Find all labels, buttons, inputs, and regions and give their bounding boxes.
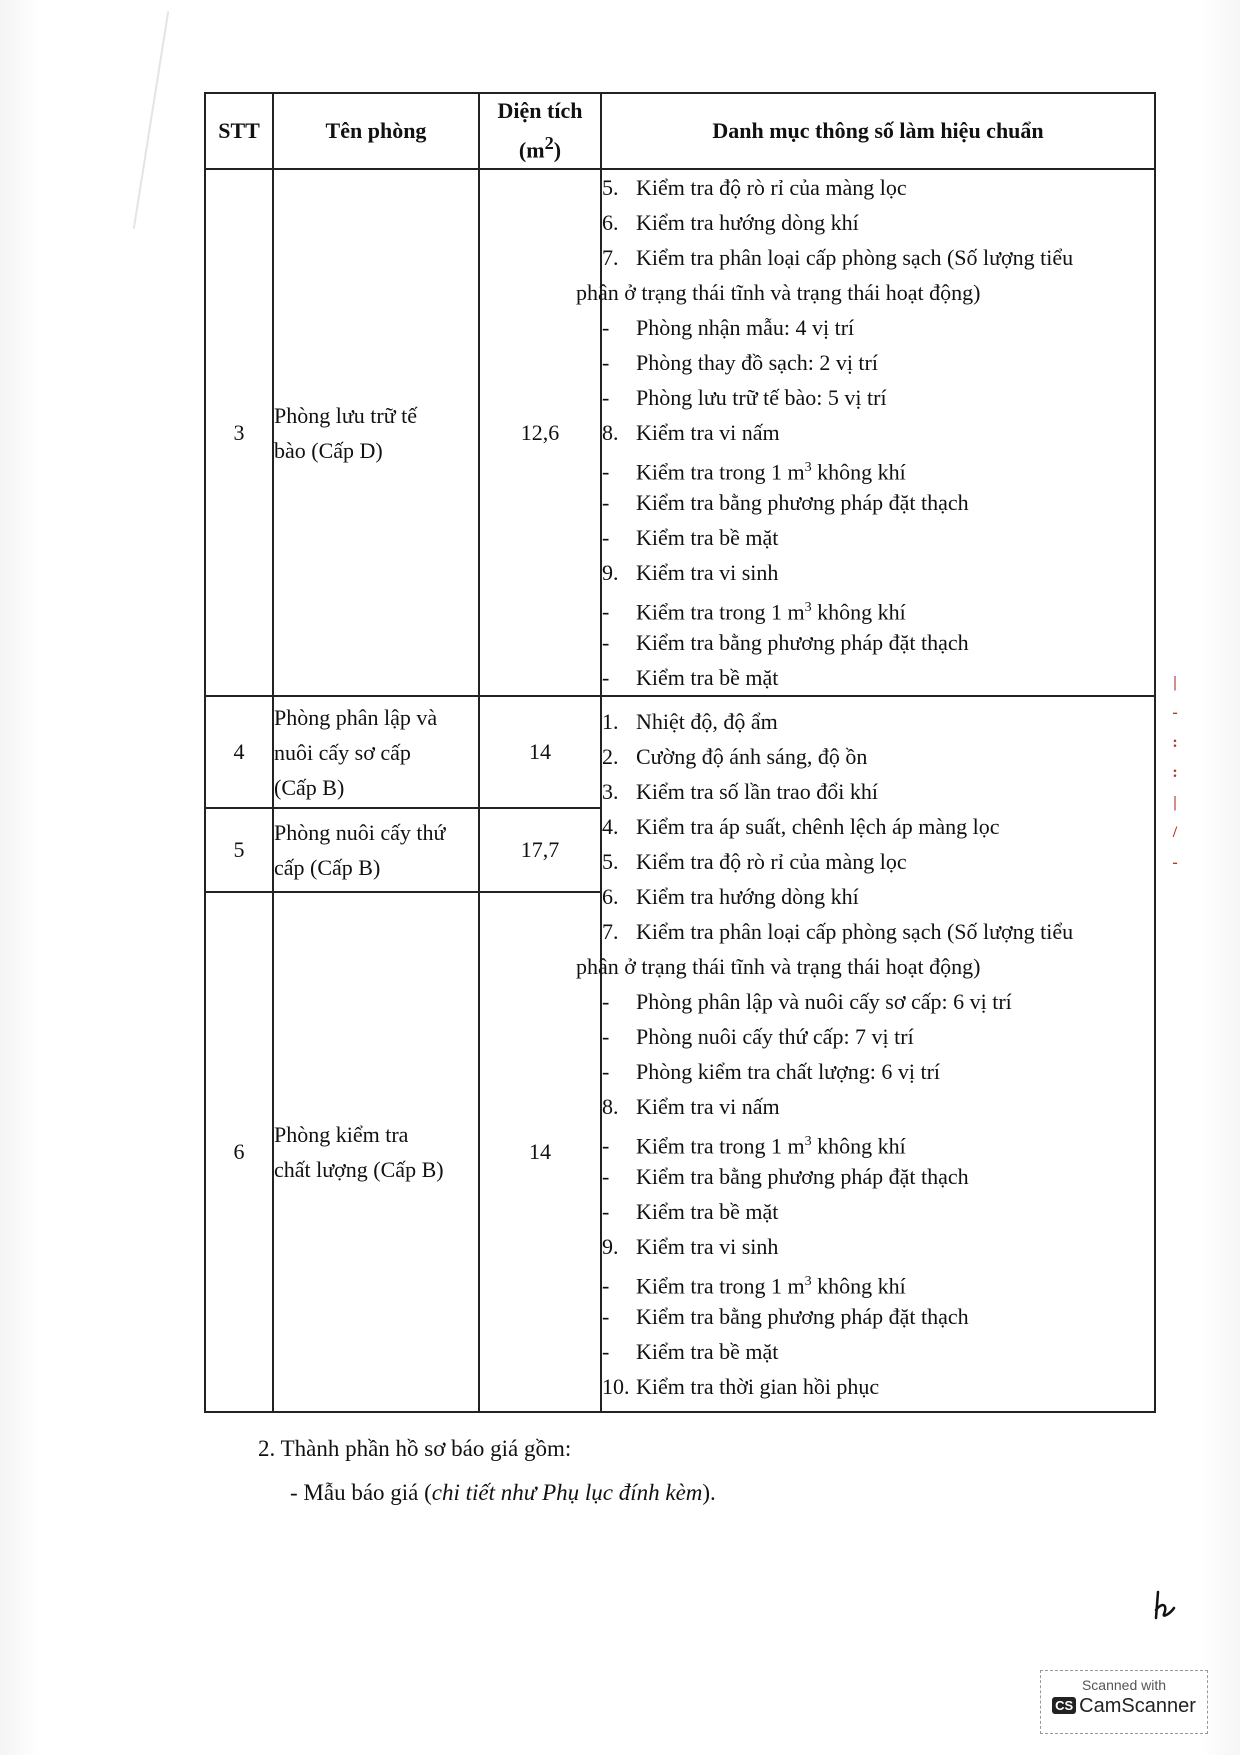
param-text: Kiểm tra bề mặt: [636, 1199, 779, 1224]
table-header-row: [205, 93, 1155, 169]
param-marker: 5.: [602, 175, 619, 200]
param-line: [602, 1089, 1154, 1124]
param-sup: 3: [804, 600, 812, 615]
param-line: [602, 1054, 1154, 1089]
param-text: Kiểm tra trong 1 m: [636, 459, 805, 485]
param-sup: 3: [804, 1134, 812, 1149]
param-text: Kiểm tra vi nấm: [636, 1094, 780, 1119]
param-line: [602, 310, 1154, 345]
param-marker: -: [602, 385, 610, 410]
row4-name-line3: (Cấp B): [274, 774, 345, 800]
param-text: Kiểm tra hướng dòng khí: [636, 884, 859, 909]
param-marker: -: [602, 1273, 610, 1299]
param-text: Phòng kiểm tra chất lượng: 6 vị trí: [636, 1059, 941, 1084]
footer-item-italic: chi tiết như Phụ lục đính kèm: [431, 1480, 703, 1505]
param-line: [602, 555, 1154, 590]
param-marker: 6.: [602, 210, 619, 235]
param-text: Phòng lưu trữ tế bào: 5 vị trí: [636, 385, 887, 410]
footer-section-title: 2. Thành phần hồ sơ báo giá gồm:: [258, 1436, 572, 1461]
camscanner-logo-icon: CS: [1052, 1697, 1076, 1714]
param-text: Kiểm tra bằng phương pháp đặt thạch: [636, 490, 969, 515]
param-sup: 3: [804, 460, 812, 475]
camscanner-name: [1041, 1695, 1207, 1718]
header-stt: STT: [205, 93, 273, 169]
param-line: [602, 1019, 1154, 1054]
param-text: Kiểm tra số lần trao đổi khí: [636, 779, 878, 804]
param-line: [602, 844, 1154, 879]
row4-area: 14: [479, 696, 601, 808]
param-line: [576, 275, 1154, 310]
param-marker: 5.: [602, 849, 619, 874]
param-text: Kiểm tra trong 1 m: [636, 1273, 805, 1299]
param-text: Kiểm tra hướng dòng khí: [636, 210, 859, 235]
row6-name-line2: chất lượng (Cấp B): [274, 1157, 444, 1182]
camscanner-name-text: CamScanner: [1079, 1695, 1196, 1717]
table-row: [205, 169, 1155, 696]
param-text: Kiểm tra trong 1 m: [636, 599, 805, 625]
param-line: [602, 809, 1154, 844]
row3-area: 12,6: [479, 169, 601, 696]
param-line: [602, 984, 1154, 1019]
row4-name-line2: nuôi cấy sơ cấp: [274, 739, 411, 765]
param-marker: 8.: [602, 1094, 619, 1119]
param-marker: -: [602, 1133, 610, 1159]
calibration-table: [204, 92, 1156, 1413]
param-marker: 7.: [602, 919, 619, 944]
header-area-unit: (m: [518, 137, 545, 163]
param-line: [602, 704, 1154, 739]
param-marker: 9.: [602, 1234, 619, 1259]
row4-stt: 4: [205, 696, 273, 808]
param-marker: -: [602, 989, 610, 1014]
param-line: [602, 485, 1154, 520]
param-line: [602, 590, 1154, 625]
param-text: Kiểm tra phân loại cấp phòng sạch (Số lượng tiểu: [636, 919, 1074, 944]
param-marker: -: [602, 1024, 610, 1049]
param-marker: -: [602, 1304, 610, 1329]
param-line: [602, 380, 1154, 415]
param-text: Kiểm tra bề mặt: [636, 1339, 779, 1364]
param-text: Kiểm tra thời gian hồi phục: [636, 1374, 880, 1399]
camscanner-badge: [1040, 1670, 1208, 1734]
param-marker: -: [602, 1164, 610, 1189]
param-line: [602, 170, 1154, 205]
param-marker: 8.: [602, 420, 619, 445]
param-text-tail: không khí: [811, 1133, 906, 1159]
param-text: Kiểm tra vi sinh: [636, 560, 779, 585]
param-text: Kiểm tra bằng phương pháp đặt thạch: [636, 1164, 969, 1189]
param-line: [602, 914, 1154, 949]
param-marker: 9.: [602, 560, 619, 585]
red-stamp-marks: | - : : | / -: [1172, 674, 1178, 871]
param-marker: -: [602, 630, 610, 655]
param-text: Kiểm tra độ rò rỉ của màng lọc: [636, 175, 907, 200]
param-text-tail: không khí: [811, 599, 906, 625]
param-marker: -: [602, 1199, 610, 1224]
param-text: Kiểm tra bằng phương pháp đặt thạch: [636, 630, 969, 655]
row3-name-line1: Phòng lưu trữ tế: [274, 402, 418, 428]
header-area-line1: Diện tích: [497, 98, 583, 124]
param-marker: 3.: [602, 779, 619, 804]
param-marker: 7.: [602, 245, 619, 270]
param-text: Phòng nuôi cấy thứ cấp: 7 vị trí: [636, 1024, 914, 1049]
param-line: [602, 345, 1154, 380]
param-line: [602, 1194, 1154, 1229]
row5-name-line1: Phòng nuôi cấy thứ: [274, 820, 446, 845]
param-marker: -: [602, 1059, 610, 1084]
params-list-b: [576, 696, 1155, 1412]
row3-name-line2: bào (Cấp D): [274, 437, 383, 463]
param-text-tail: không khí: [811, 1273, 906, 1299]
footer-item: [290, 1480, 716, 1506]
param-text: Kiểm tra áp suất, chênh lệch áp màng lọc: [636, 814, 1000, 839]
param-line: [602, 739, 1154, 774]
row6-area: 14: [479, 892, 601, 1412]
param-text: Phòng nhận mẫu: 4 vị trí: [636, 315, 855, 340]
param-marker: -: [602, 350, 610, 375]
param-line: [602, 1229, 1154, 1264]
param-marker: -: [602, 599, 610, 625]
footer-item-prefix: - Mẫu báo giá (: [290, 1480, 432, 1505]
param-line: [602, 1124, 1154, 1159]
param-line: [602, 879, 1154, 914]
param-text: Kiểm tra bề mặt: [636, 665, 779, 690]
param-line: [602, 1369, 1154, 1404]
param-text: Kiểm tra bằng phương pháp đặt thạch: [636, 1304, 969, 1329]
param-line: [602, 205, 1154, 240]
param-text: Kiểm tra trong 1 m: [636, 1133, 805, 1159]
param-marker: 10.: [602, 1374, 630, 1399]
header-room-name: Tên phòng: [273, 93, 479, 169]
row3-stt: 3: [205, 169, 273, 696]
signature-mark: [1150, 1588, 1180, 1628]
param-text: Kiểm tra vi sinh: [636, 1234, 779, 1259]
param-line: [602, 1299, 1154, 1334]
row6-name: [273, 892, 479, 1412]
param-text: Kiểm tra độ rò rỉ của màng lọc: [636, 849, 907, 874]
param-marker: -: [602, 665, 610, 690]
param-line: [602, 625, 1154, 660]
param-text: Kiểm tra phân loại cấp phòng sạch (Số lượng tiểu: [636, 245, 1074, 270]
param-line: [602, 1264, 1154, 1299]
row5-name-line2: cấp (Cấp B): [274, 855, 381, 880]
param-text: Kiểm tra vi nấm: [636, 420, 780, 445]
header-params: Danh mục thông số làm hiệu chuẩn: [601, 93, 1155, 169]
param-line: [602, 1334, 1154, 1369]
row4-name-line1: Phòng phân lập và: [274, 704, 438, 730]
row5-area: 17,7: [479, 808, 601, 892]
param-marker: -: [602, 1339, 610, 1364]
param-line: [602, 1159, 1154, 1194]
row6-name-line1: Phòng kiểm tra: [274, 1122, 409, 1147]
params-list-a: [576, 169, 1155, 696]
param-text: phân ở trạng thái tĩnh và trạng thái hoạt động): [576, 280, 981, 305]
footer-item-suffix: ).: [702, 1480, 716, 1505]
header-area: [479, 93, 601, 169]
param-sup: 3: [804, 1274, 812, 1289]
row4-name: [273, 696, 479, 808]
param-line: [602, 450, 1154, 485]
row5-name: [273, 808, 479, 892]
param-line: [602, 520, 1154, 555]
table-row: [205, 696, 1155, 808]
param-text: Kiểm tra bề mặt: [636, 525, 779, 550]
param-marker: 2.: [602, 744, 619, 769]
header-area-sup: 2: [544, 133, 554, 154]
param-text: Cường độ ánh sáng, độ ồn: [636, 744, 868, 769]
param-marker: -: [602, 315, 610, 340]
row3-name: [273, 169, 479, 696]
param-text: Phòng thay đồ sạch: 2 vị trí: [636, 350, 878, 375]
header-area-end: ): [553, 137, 562, 163]
param-text-tail: không khí: [811, 459, 906, 485]
row5-stt: 5: [205, 808, 273, 892]
param-marker: -: [602, 525, 610, 550]
param-line: [602, 774, 1154, 809]
param-line: [602, 415, 1154, 450]
param-text: Nhiệt độ, độ ẩm: [636, 709, 778, 734]
param-text: phân ở trạng thái tĩnh và trạng thái hoạt động): [576, 954, 981, 979]
param-line: [602, 660, 1154, 695]
camscanner-top-text: Scanned with: [1081, 1677, 1167, 1693]
param-text: Phòng phân lập và nuôi cấy sơ cấp: 6 vị trí: [636, 989, 1012, 1014]
param-marker: 6.: [602, 884, 619, 909]
param-line: [576, 949, 1154, 984]
param-marker: -: [602, 459, 610, 485]
param-marker: -: [602, 490, 610, 515]
param-marker: 4.: [602, 814, 619, 839]
param-line: [602, 240, 1154, 275]
row6-stt: 6: [205, 892, 273, 1412]
param-marker: 1.: [602, 709, 619, 734]
